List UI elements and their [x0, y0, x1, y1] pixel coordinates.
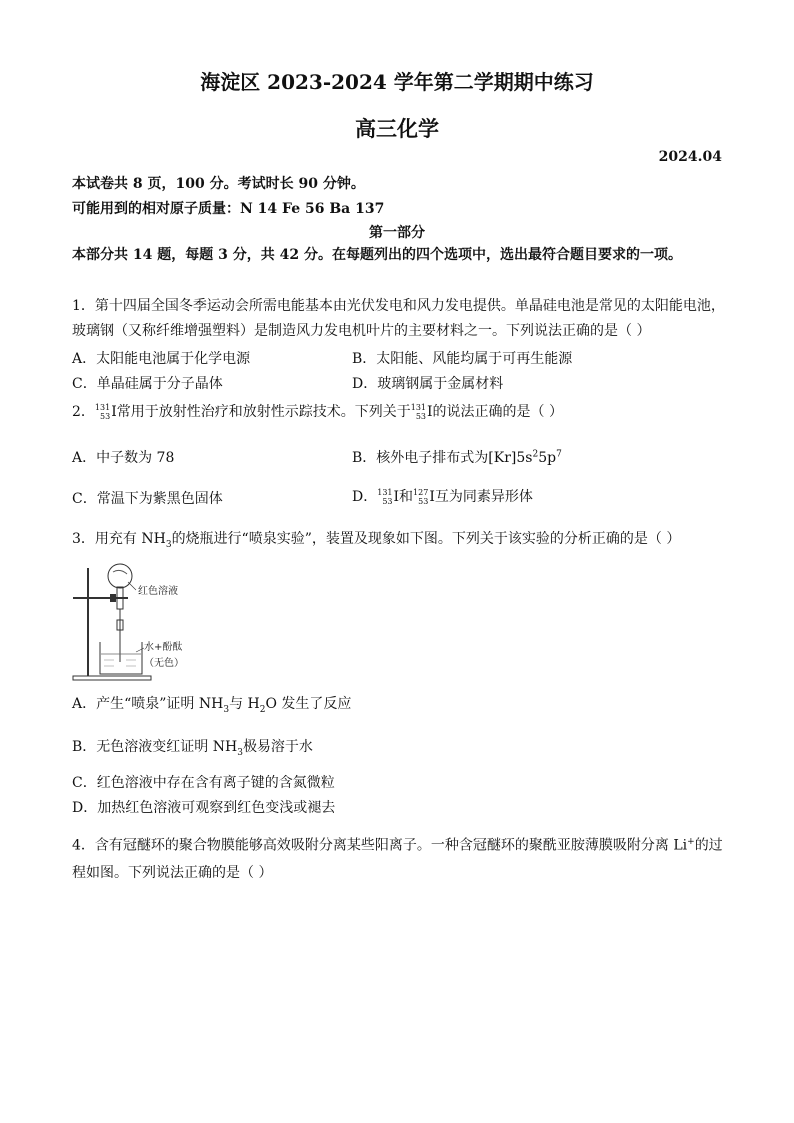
figure-label-colorless: （无色） — [144, 658, 184, 669]
intro-pages-line: 本试卷共 8 页，100 分。考试时长 90 分钟。 — [72, 176, 365, 192]
q2-d-symbol-2: I — [429, 489, 435, 505]
q2-number: 2． — [72, 404, 95, 420]
q3-b-part2: 极易溶于水 — [242, 739, 313, 755]
q3-option-c: C．红色溶液中存在含有离子键的含氮微粒 — [72, 775, 335, 791]
q2-isotope-i131-second — [411, 402, 433, 422]
q1-option-a: A．太阳能电池属于化学电源 — [72, 351, 251, 367]
q2-option-d — [352, 486, 533, 506]
q2-option-b-mid: 5p — [538, 450, 557, 466]
fountain-apparatus-drawing — [70, 562, 200, 686]
q3-stem-a: 3．用充有 NH — [72, 531, 166, 547]
q1-option-b: B．太阳能、风能均属于可再生能源 — [352, 351, 573, 367]
label-leader-red-solution — [128, 582, 136, 590]
q4-line1-sup: + — [687, 837, 695, 847]
flask-bulb — [108, 564, 132, 588]
stand-base — [73, 676, 151, 680]
figure-label-red-solution: 红色溶液 — [138, 586, 178, 597]
q3-stem-sub: 3 — [165, 539, 172, 550]
beaker — [100, 642, 142, 674]
q2-isotope-i131 — [95, 402, 117, 422]
q2-atomic-number-2: 53 — [415, 412, 427, 421]
q2-option-d-isotope-127 — [413, 488, 435, 506]
q4-stem-line1 — [72, 832, 723, 856]
q2-option-c: C．常温下为紫黑色固体 — [72, 491, 223, 507]
q3-option-a — [72, 694, 351, 720]
exam-subtitle: 高三化学 — [355, 116, 439, 141]
q3-a-part1: A．产生“喷泉”证明 NH — [72, 696, 224, 712]
q2-element-symbol: I — [111, 404, 117, 420]
q2-element-symbol-2: I — [427, 404, 433, 420]
q3-b-sub: 3 — [237, 747, 243, 758]
q2-d-atomic-2: 53 — [418, 497, 429, 506]
exam-title: 海淀区 2023-2024 学年第二学期期中练习 — [200, 70, 594, 94]
q3-stem — [72, 529, 680, 555]
q1-stem: 1．第十四届全国冬季运动会所需电能基本由光伏发电和风力发电提供。单晶硅电池是常见的太阳能电池，玻璃钢（又称纤维增强塑料）是制造风力发电机叶片的主要材料之一。下列说法正确的是（ ） — [72, 298, 725, 339]
q2-mass-number: 131 — [94, 403, 111, 412]
q2-atomic-number: 53 — [100, 412, 111, 421]
q2-mass-number-2: 131 — [410, 403, 427, 412]
intro-atomic-mass-line: 可能用到的相对原子质量：N 14 Fe 56 Ba 137 — [72, 201, 385, 217]
q2-option-d-isotope-131 — [377, 488, 399, 506]
q2-option-b-p-exp: 7 — [556, 449, 562, 460]
q2-d-atomic-1: 53 — [382, 497, 393, 506]
q2-stem — [72, 402, 563, 422]
q2-option-a: A．中子数为 78 — [72, 450, 175, 466]
q2-d-mass-131: 131 — [377, 488, 393, 497]
q3-a-part3: O 发生了反应 — [265, 696, 352, 712]
q2-option-d-mid: 和 — [399, 489, 414, 505]
q3-option-d: D．加热红色溶液可观察到红色变浅或褪去 — [72, 800, 336, 816]
q3-a-part2: 与 H — [229, 696, 260, 712]
q4-stem-line2: 程如图。下列说法正确的是（ ） — [72, 865, 273, 881]
q3-stem-b: 的烧瓶进行“喷泉实验”，装置及现象如下图。下列关于该实验的分析正确的是（ ） — [171, 531, 681, 547]
q2-option-d-prefix: D． — [352, 489, 378, 505]
q3-a-sub2: 2 — [259, 704, 266, 715]
q3-a-sub1: 3 — [223, 704, 230, 715]
fountain-experiment-figure — [70, 562, 200, 686]
figure-label-water-phenolphthalein: 水+酚酞 — [144, 642, 183, 653]
exam-date: 2024.04 — [658, 149, 722, 165]
flask-fountain-spray — [113, 570, 127, 574]
q3-b-part1: B．无色溶液变红证明 NH — [72, 739, 238, 755]
section-instructions: 本部分共 14 题，每题 3 分，共 42 分。在每题列出的四个选项中，选出最符合题目要求的一项。 — [72, 247, 682, 263]
q3-option-b — [72, 737, 313, 763]
q2-d-symbol-1: I — [393, 489, 400, 505]
q2-option-b-s-exp: 2 — [532, 449, 539, 460]
label-leader-water — [136, 648, 144, 652]
section-title: 第一部分 — [369, 225, 425, 241]
q2-option-b-prefix: B．核外电子排布式为[Kr]5s — [352, 450, 533, 466]
q1-option-d: D．玻璃钢属于金属材料 — [352, 376, 504, 392]
q4-line1-a: 4．含有冠醚环的聚合物膜能够高效吸附分离某些阳离子。一种含冠醚环的聚酰亚胺薄膜吸附分离 Li — [72, 837, 688, 854]
q1-option-c: C．单晶硅属于分子晶体 — [72, 376, 223, 392]
q4-line1-b: 的过 — [694, 837, 723, 854]
q2-stem-mid: 常用于放射性治疗和放射性示踪技术。下列关于 — [116, 404, 411, 420]
q2-stem-end: 的说法正确的是（ ） — [432, 404, 563, 420]
clamp-head — [110, 594, 116, 602]
q2-option-d-end: 互为同素异形体 — [434, 489, 533, 505]
q2-d-mass-127: 127 — [413, 488, 429, 497]
q2-option-b — [352, 447, 562, 467]
